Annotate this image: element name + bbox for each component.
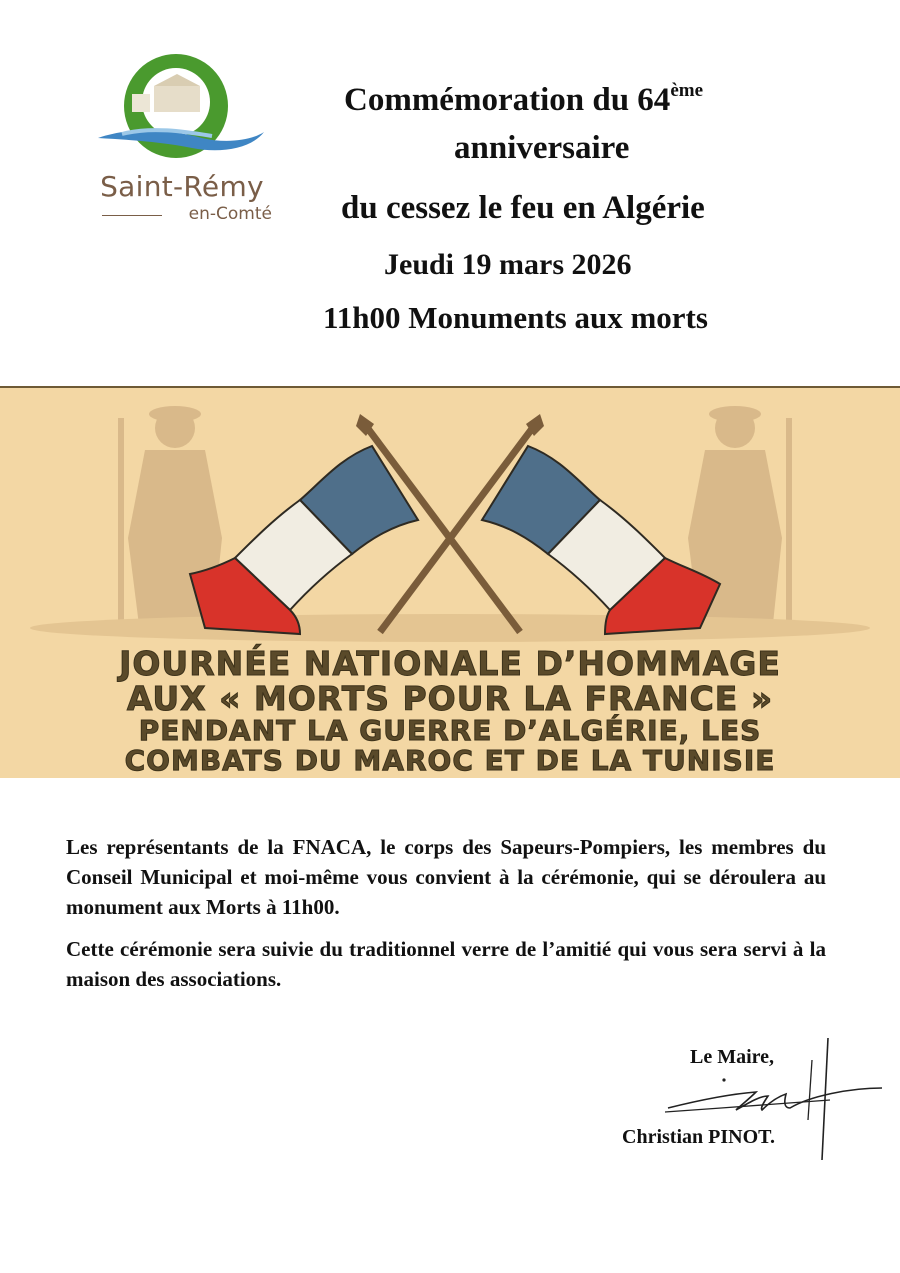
heading-line-1-text: Commémoration du 64 [344, 82, 671, 118]
heading-line-3: du cessez le feu en Algérie [341, 190, 705, 226]
heading-line-2: anniversaire [454, 130, 630, 166]
signatory-name: Christian PINOT. [622, 1126, 775, 1148]
heading-line-1 [344, 80, 703, 119]
logo-town-name: Saint-Rémy [100, 170, 264, 203]
invitation-paragraph: Les représentants de la FNACA, le corps des Sapeurs-Pompiers, les membres du Conseil Municipal et moi-même vous convient à la cérémonie, qui se déroulera au monument aux Morts à 11h00. [66, 835, 826, 919]
logo-emblem-icon [92, 42, 272, 172]
banner-title-line-1: JOURNÉE NATIONALE D’HOMMAGE [119, 644, 781, 683]
town-logo [92, 42, 272, 227]
event-date: Jeudi 19 mars 2026 [384, 248, 632, 281]
reception-paragraph: Cette cérémonie sera suivie du traditionnel verre de l’amitié qui vous sera servi à la maison des associations. [66, 937, 826, 991]
logo-town-subtitle: en-Comté [188, 204, 272, 224]
banner-title-line-4: COMBATS DU MAROC ET DE LA TUNISIE [124, 744, 776, 777]
commemoration-banner [0, 386, 900, 778]
event-time-place: 11h00 Monuments aux morts [323, 300, 708, 335]
banner-title-line-2: AUX « MORTS POUR LA FRANCE » [126, 679, 774, 718]
heading-ordinal: ème [670, 80, 704, 101]
banner-title-line-3: PENDANT LA GUERRE D’ALGÉRIE, LES [138, 714, 762, 747]
signatory-title: Le Maire, [690, 1046, 775, 1068]
